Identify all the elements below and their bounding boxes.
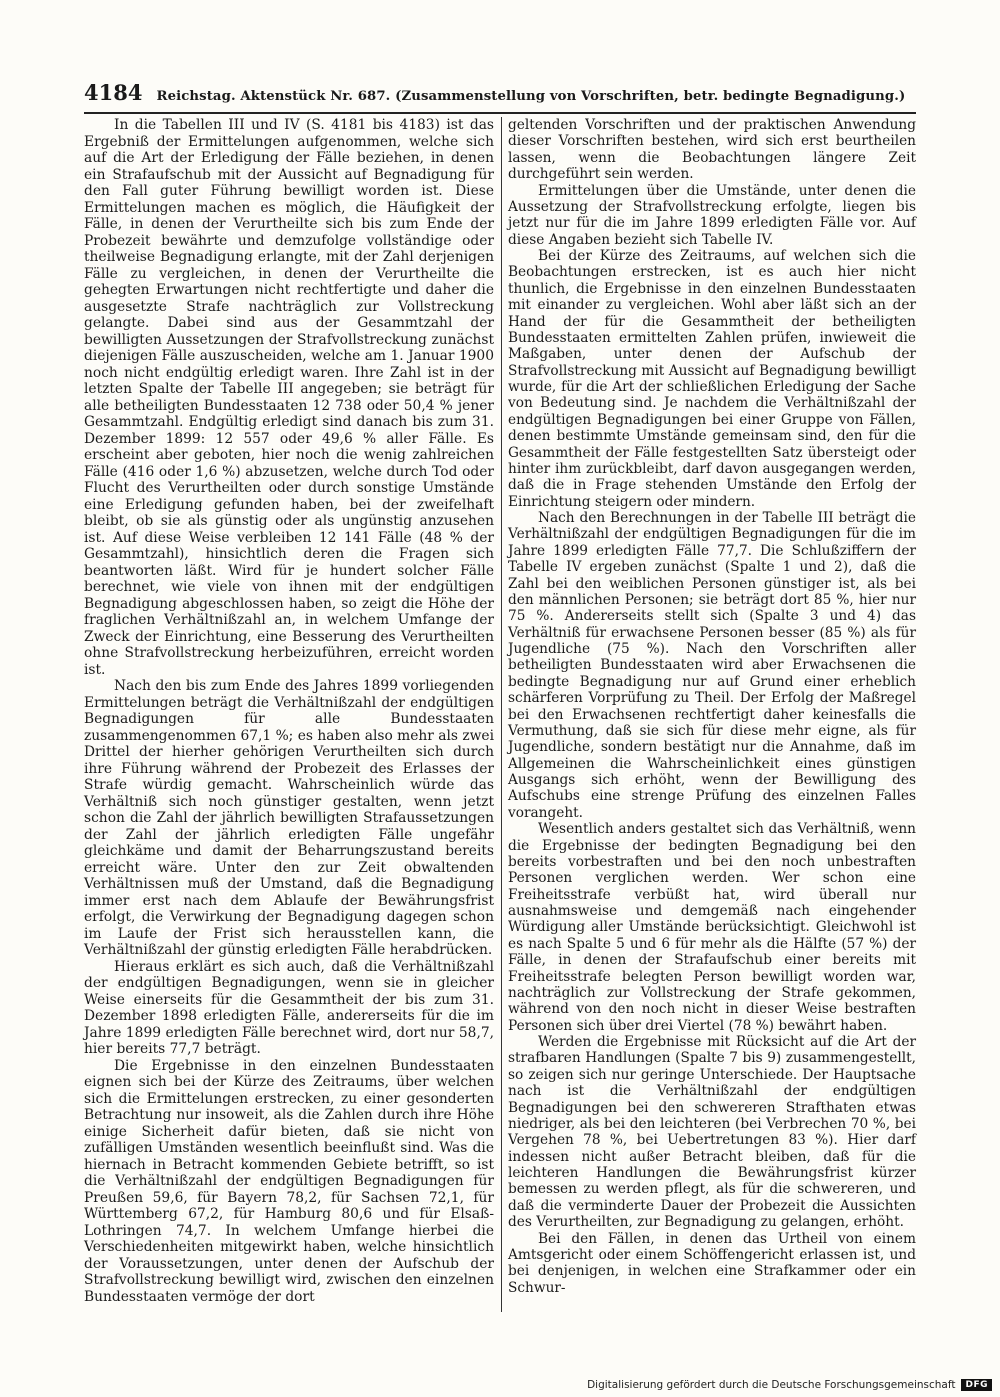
paragraph: Nach den bis zum Ende des Jahres 1899 vorliegenden Ermittelungen beträgt die Verhältnißzahl der endgültigen Begnadigungen für alle Bundesstaaten zusammengenommen 67,1 %; es haben also mehr als zwei Drittel der hierher gehörigen Verurtheilten sich durch ihre Führung während der Probezeit des Erlasses der Strafe würdig gemacht. Wahrscheinlich würde das Verhältniß sich noch günstiger gestalten, wenn jetzt schon die Zahl der jährlich bewilligten Strafaussetzungen der Zahl der jährlich erledigten Fälle ungefähr gleichkäme und damit der Beharrungszustand bereits erreicht wäre. Unter den zur Zeit obwaltenden Verhältnissen muß der Umstand, daß die Begnadigung immer erst nach dem Ablaufe der Bewährungsfrist erfolgt, die Verwirkung der Begnadigung dagegen schon im Laufe der Frist sich herausstellen kann, die Verhältnißzahl der günstig erledigten Fälle herabdrücken. bbox=[84, 678, 495, 958]
paragraph: Wesentlich anders gestaltet sich das Verhältniß, wenn die Ergebnisse der bedingten Begnadigung bei den bereits vorbestraften und bei den noch unbestraften Personen verglichen werden. Wer schon eine Freiheitsstrafe verbüßt hat, wird überall nur ausnahmsweise und demgemäß nach eingehender Würdigung aller Umstände berücksichtigt. Gleichwohl ist es nach Spalte 5 und 6 für mehr als die Hälfte (57 %) der Fälle, in denen der Strafaufschub einer bereits mit Freiheitsstrafe belegten Person bewilligt worden war, nachträglich zur Vollstreckung der Strafe gekommen, während von den noch nicht in dieser Weise bestraften Personen sich über drei Viertel (78 %) bewährt haben. bbox=[508, 821, 916, 1034]
paragraph: In die Tabellen III und IV (S. 4181 bis 4183) ist das Ergebniß der Ermittelungen aufgenommen, welche sich auf die Art der Erledigung der Fälle beziehen, in denen ein Strafaufschub mit der Aussicht auf Begnadigung für den Fall guter Führung bewilligt worden ist. Diese Ermittelungen machen es möglich, die Häufigkeit der Fälle, in denen der Verurtheilte sich bis zum Ende der Probezeit bewährte und demzufolge vollständige oder theilweise Begnadigung erlangte, mit der Zahl derjenigen Fälle zu vergleichen, in denen der Verurtheilte die gehegten Erwartungen nicht rechtfertigte und daher die ausgesetzte Strafe nachträglich zur Vollstreckung gelangte. Dabei sind aus der Gesammtzahl der bewilligten Aussetzungen der Strafvollstreckung zunächst diejenigen Fälle auszuscheiden, welche am 1. Januar 1900 noch nicht endgültig erledigt waren. Ihre Zahl ist in der letzten Spalte der Tabelle III angegeben; sie beträgt für alle betheiligten Bundesstaaten 12 738 oder 50,4 % jener Gesammtzahl. Endgültig erledigt sind danach bis zum 31. Dezember 1899: 12 557 oder 49,6 % aller Fälle. Es erscheint aber geboten, hier noch die wenig zahlreichen Fälle (416 oder 1,6 %) abzusetzen, welche durch Tod oder Flucht des Verurtheilten oder durch sonstige Umstände eine Erledigung gefunden haben, bei der zweifelhaft bleibt, ob sie als günstig oder als ungünstig anzusehen ist. Auf diese Weise verbleiben 12 141 Fälle (48 % der Gesammtzahl), hinsichtlich deren die Fragen sich beantworten läßt. Wird für je hundert solcher Fälle berechnet, wie viele von ihnen mit der endgültigen Begnadigung abgeschlossen haben, so zeigt die Höhe der fraglichen Verhältnißzahl an, in welchem Umfange der Zweck der Einrichtung, eine Besserung des Verurtheilten ohne Strafvollstreckung herbeizuführen, erreicht worden ist. bbox=[84, 117, 494, 678]
paragraph: Hieraus erklärt es sich auch, daß die Verhältnißzahl der endgültigen Begnadigungen, wenn sie in gleicher Weise einerseits für die Gesammtheit der bis zum 31. Dezember 1898 erledigten Fälle, andererseits für die im Jahre 1899 erledigten Fälle berechnet wird, dort nur 58,7, hier bereits 77,7 beträgt. bbox=[84, 958, 494, 1057]
header-rule bbox=[84, 112, 916, 114]
page-title: Reichstag. Aktenstück Nr. 687. (Zusammenstellung von Vorschriften, betr. bedingte Begnadigung.) bbox=[156, 89, 906, 104]
digitization-footer bbox=[587, 1379, 992, 1391]
left-column bbox=[84, 117, 494, 1312]
paragraph: Bei der Kürze des Zeitraums, auf welchen sich die Beobachtungen erstrecken, ist es auch hier nicht thunlich, die Ergebnisse in den einzelnen Bundesstaaten mit einander zu vergleichen. Wohl aber läßt sich an der Hand der für die Gesammtheit der betheiligten Bundesstaaten ermittelten Zahlen prüfen, inwieweit die Maßgaben, unter denen der Aufschub der Strafvollstreckung mit Aussicht auf Begnadigung bewilligt wurde, für die Art der schließlichen Erledigung der Sache von Bedeutung sind. Je nachdem die Verhältnißzahl der endgültigen Begnadigungen bei einer Gruppe von Fällen, denen bestimmte Umstände gemeinsam sind, den für die Gesammtheit der Fälle festgestellten Satz übersteigt oder hinter ihm zurückbleibt, darf davon ausgegangen werden, daß die in Frage stehenden Umstände den Erfolg der Einrichtung steigern oder mindern. bbox=[508, 248, 916, 510]
column-divider bbox=[501, 117, 502, 1312]
dfg-logo: DFG bbox=[961, 1379, 992, 1391]
paragraph: Bei den Fällen, in denen das Urtheil von einem Amtsgericht oder einem Schöffengericht erlassen ist, und bei denjenigen, in welchen eine Strafkammer oder ein Schwur- bbox=[508, 1230, 916, 1296]
footer-text: Digitalisierung gefördert durch die Deutsche Forschungsgemeinschaft bbox=[587, 1379, 956, 1391]
paragraph: Werden die Ergebnisse mit Rücksicht auf die Art der strafbaren Handlungen (Spalte 7 bis 9) zusammengestellt, so zeigen sich nur geringe Unterschiede. Der Hauptsache nach ist die Verhältnißzahl der endgültigen Begnadigungen bei den schwereren Strafthaten etwas niedriger, als bei den leichteren (bei Verbrechen 70 %, bei Vergehen 78 %, bei Uebertretungen 83 %). Hier darf indessen nicht außer Betracht bleiben, daß für die leichteren Handlungen die Bewährungsfrist kürzer bemessen zu werden pflegt, als für die schwereren, und daß die verminderte Dauer der Probezeit die Aussichten des Verurtheilten, zur Begnadigung zu gelangen, erhöht. bbox=[508, 1034, 916, 1231]
page-header bbox=[84, 80, 916, 112]
paragraph: geltenden Vorschriften und der praktischen Anwendung dieser Vorschriften bestehen, wird sich erst beurtheilen lassen, wenn die Beobachtungen längere Zeit durchgeführt sein werden. bbox=[508, 117, 916, 183]
paragraph: Die Ergebnisse in den einzelnen Bundesstaaten eignen sich bei der Kürze des Zeitraums, über welchen sich die Ermittelungen erstrecken, zu einer gesonderten Betrachtung nur insoweit, als die Zahlen durch ihre Höhe einige Sicherheit dafür bieten, daß sie nicht von zufälligen Umständen wesentlich beeinflußt sind. Was die hiernach in Betracht kommenden Gebiete betrifft, so ist die Verhältnißzahl der endgültigen Begnadigungen für Preußen 59,6, für Bayern 78,2, für Sachsen 72,1, für Württemberg 67,2, für Hamburg 80,6 und für Elsaß-Lothringen 74,7. In welchem Umfange hierbei die Verschiedenheiten mitgewirkt haben, welche hinsichtlich der Voraussetzungen, unter denen der Aufschub der Strafvollstreckung bewilligt wird, zwischen den einzelnen Bundesstaaten vermöge der dort bbox=[84, 1057, 494, 1305]
right-column bbox=[508, 117, 916, 1297]
paragraph: Ermittelungen über die Umstände, unter denen die Aussetzung der Strafvollstreckung erfolgte, liegen bis jetzt nur für die im Jahre 1899 erledigten Fälle vor. Auf diese Angaben bezieht sich Tabelle IV. bbox=[508, 182, 916, 248]
page-number: 4184 bbox=[84, 80, 143, 105]
paragraph: Nach den Berechnungen in der Tabelle III beträgt die Verhältnißzahl der endgültigen Begnadigungen für die im Jahre 1899 erledigten Fälle 77,7. Die Schlußziffern der Tabelle IV ergeben zunächst (Spalte 1 und 2), daß die Zahl bei den weiblichen Personen günstiger ist, als bei den männlichen Personen; sie beträgt dort 85 %, hier nur 75 %. Andererseits stellt sich (Spalte 3 und 4) das Verhältniß für erwachsene Personen besser (85 %) als für Jugendliche (75 %). Nach den Vorschriften aller betheiligten Bundesstaaten wird aber Erwachsenen die bedingte Begnadigung nur auf Grund einer erheblich schärferen Vorprüfung zu Theil. Der Erfolg der Maßregel bei den Erwachsenen rechtfertigt daher keinesfalls die Vermuthung, daß sie sich für diese mehr eigne, als für Jugendliche, sondern bestätigt nur die Annahme, daß im Allgemeinen die Wahrscheinlichkeit eines günstigen Ausgangs sich erhöht, wenn der Bewilligung des Aufschubs eine strenge Prüfung des einzelnen Falles vorangeht. bbox=[508, 510, 916, 821]
